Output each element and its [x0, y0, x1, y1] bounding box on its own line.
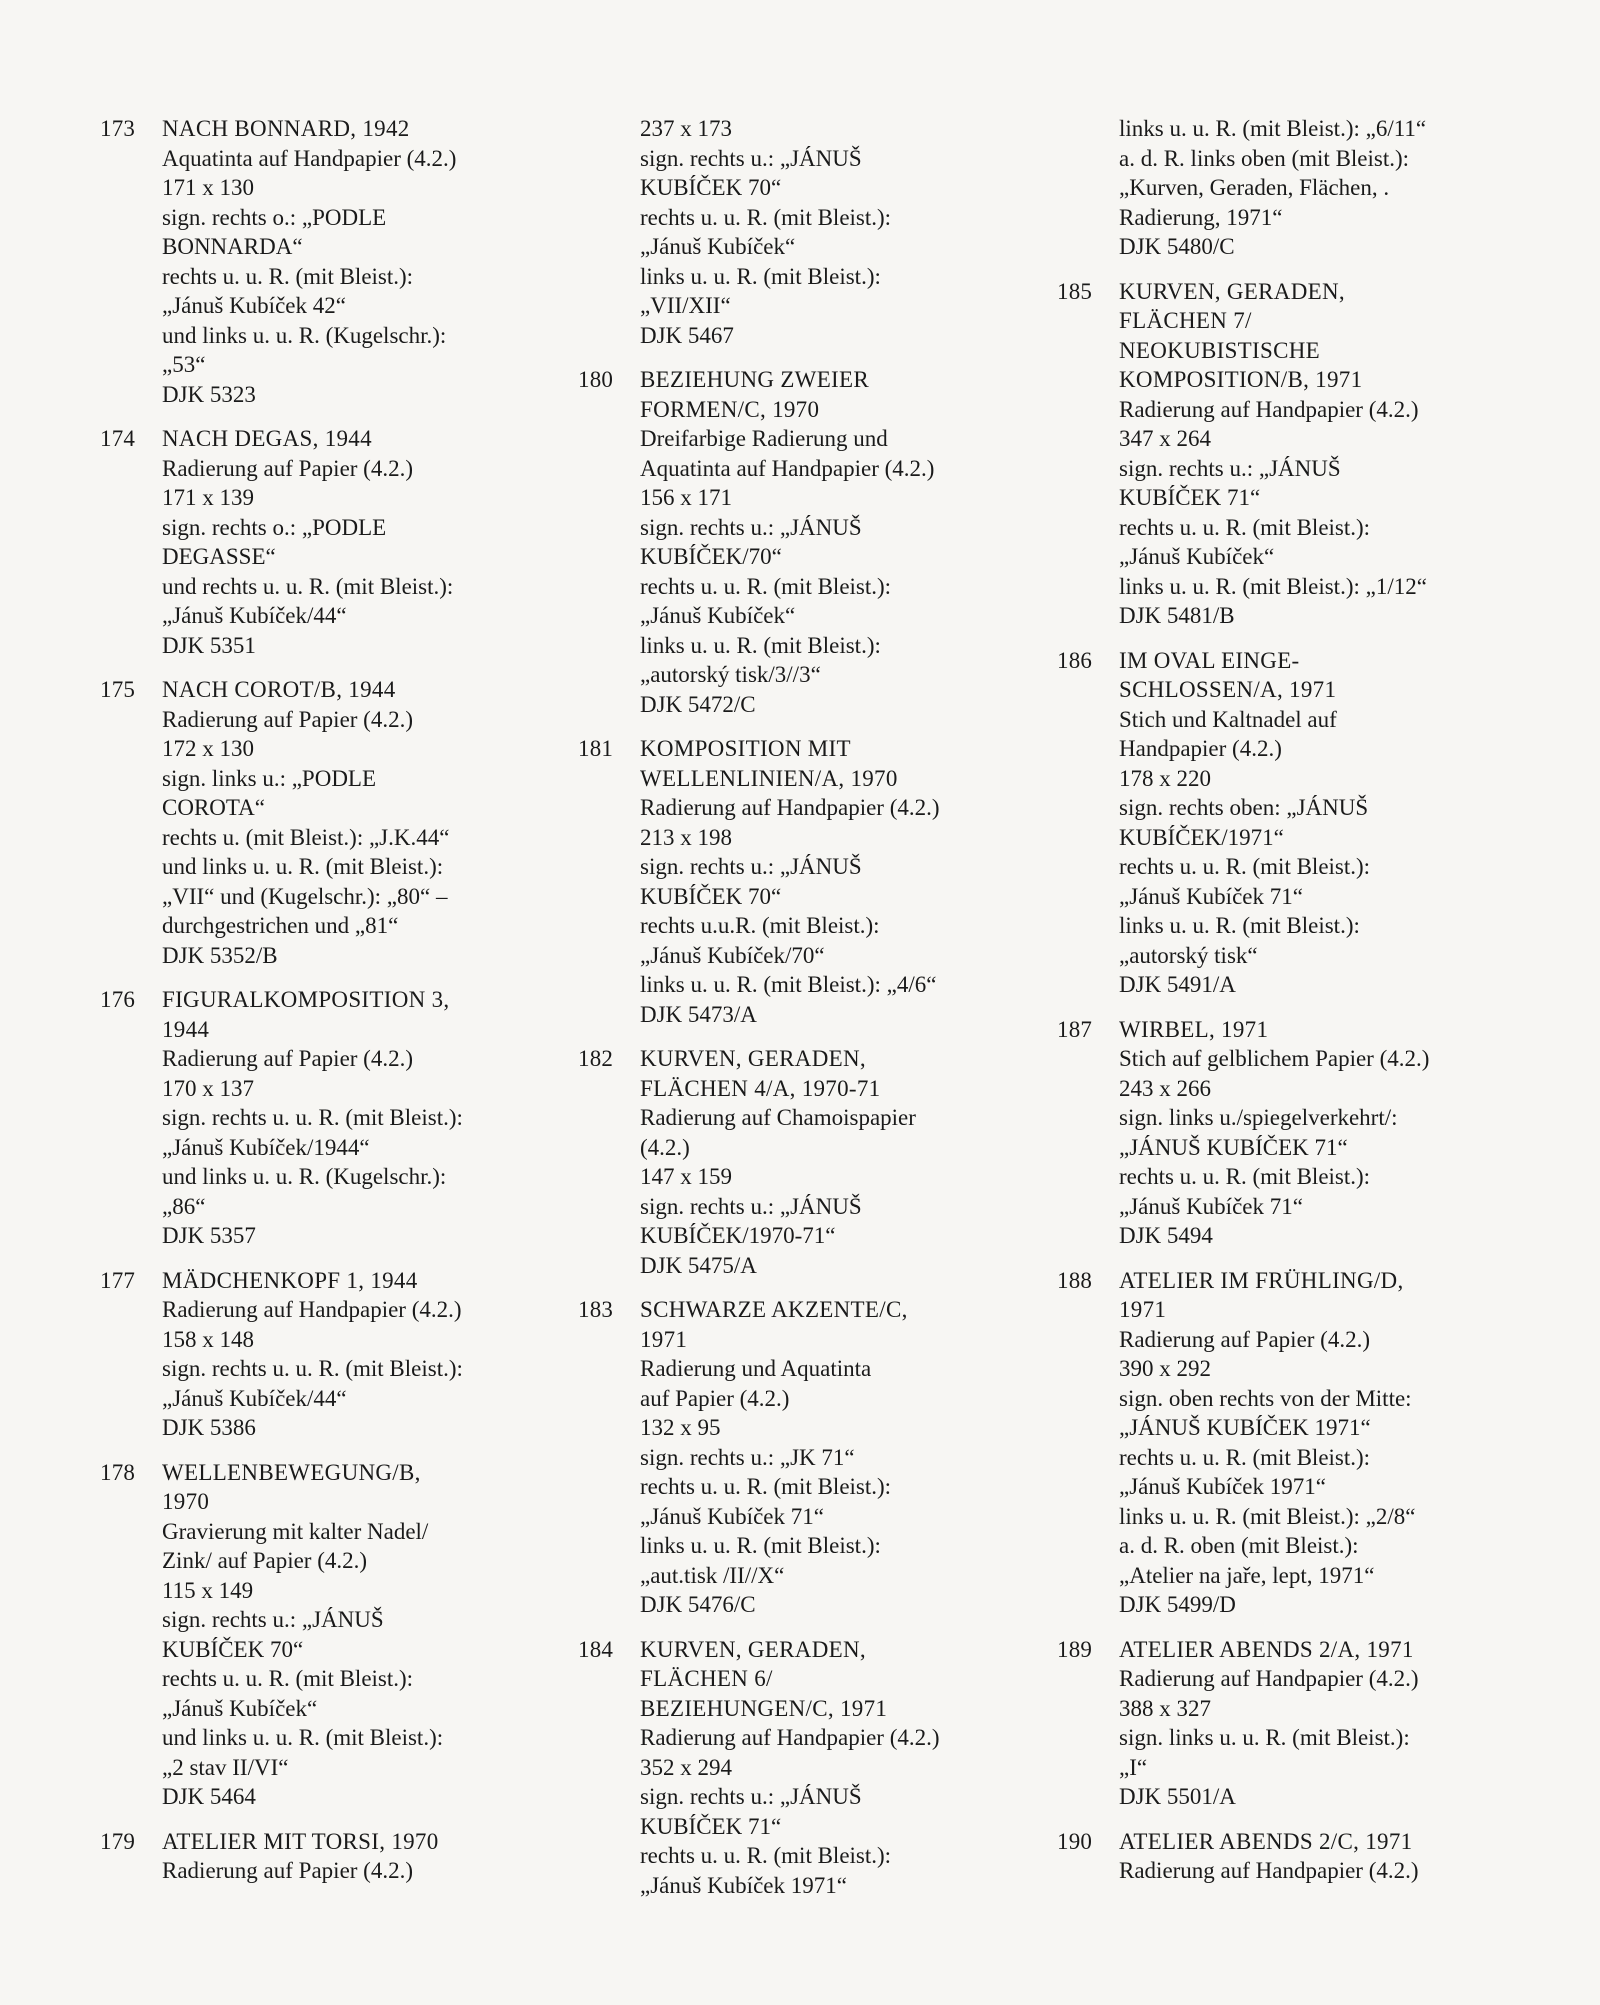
entry-detail-line: sign. rechts u.: „JÁNUŠ	[640, 1784, 862, 1809]
catalog-entry	[1057, 1266, 1537, 1620]
entry-detail-line: sign. links u. u. R. (mit Bleist.):	[1119, 1725, 1410, 1750]
entry-body	[640, 734, 1038, 1029]
catalog-entry	[1057, 1635, 1537, 1812]
entry-detail-line: links u. u. R. (mit Bleist.):	[640, 263, 881, 289]
entry-title-line: MÄDCHENKOPF 1, 1944	[162, 1267, 418, 1293]
entry-detail-line: Radierung und Aquatinta	[640, 1356, 872, 1381]
entry-detail-line: Radierung, 1971“	[1119, 204, 1283, 230]
entry-body	[162, 1458, 540, 1812]
entry-detail-line: „I“	[1119, 1754, 1148, 1780]
entry-title-line: KURVEN, GERADEN,	[640, 1046, 866, 1071]
entry-detail-line: rechts u. u. R. (mit Bleist.):	[1119, 514, 1371, 540]
entry-detail-line: 178 x 220	[1119, 765, 1211, 791]
entry-title-line: ATELIER ABENDS 2/A, 1971	[1119, 1636, 1414, 1662]
entry-detail-line: DJK 5494	[1119, 1223, 1213, 1248]
catalog-entry	[578, 1635, 1038, 1901]
entry-detail-line: rechts u. u. R. (mit Bleist.):	[162, 263, 414, 289]
entry-detail-line: sign. rechts u.: „JÁNUŠ	[1119, 455, 1341, 481]
entry-detail-line: Handpapier (4.2.)	[1119, 736, 1282, 761]
entry-detail-line: sign. links u./spiegelverkehrt/:	[1119, 1105, 1398, 1130]
entry-detail-line: links u. u. R. (mit Bleist.): „1/12“	[1119, 573, 1427, 599]
entry-detail-line: „autorský tisk/3//3“	[640, 662, 821, 687]
entry-body	[1119, 1635, 1537, 1812]
entry-title-line: 1971	[640, 1326, 688, 1352]
entry-body	[1119, 1015, 1537, 1251]
entry-title-line: KURVEN, GERADEN,	[640, 1636, 866, 1662]
entry-detail-line: „Jánuš Kubíček/70“	[640, 942, 825, 968]
entry-detail-line: „86“	[162, 1193, 206, 1219]
entry-detail-line: KUBÍČEK 70“	[640, 175, 782, 200]
entry-detail-line: KUBÍČEK 70“	[640, 883, 782, 909]
entry-detail-line: DJK 5491/A	[1119, 972, 1236, 997]
entry-detail-line: DJK 5472/C	[640, 691, 756, 717]
catalog-entry	[100, 424, 540, 660]
entry-number: 188	[1057, 1267, 1093, 1293]
entry-detail-line: „Jánuš Kubíček/44“	[162, 603, 347, 628]
entry-detail-line: Radierung auf Papier (4.2.)	[162, 1046, 414, 1071]
entry-detail-line: „autorský tisk“	[1119, 942, 1258, 968]
entry-number: 177	[100, 1267, 136, 1293]
entry-detail-line: Radierung auf Papier (4.2.)	[162, 455, 414, 481]
entry-title-line: 1944	[162, 1016, 210, 1042]
entry-number: 178	[100, 1459, 136, 1485]
entry-detail-line: DJK 5501/A	[1119, 1784, 1236, 1809]
entry-number: 186	[1057, 647, 1093, 673]
entry-number: 185	[1057, 278, 1093, 304]
entry-detail-line: rechts u. (mit Bleist.): „J.K.44“	[162, 824, 450, 850]
entry-detail-line: (4.2.)	[640, 1134, 690, 1160]
entry-detail-line: links u. u. R. (mit Bleist.): „4/6“	[640, 972, 937, 997]
entry-detail-line: 171 x 139	[162, 485, 254, 510]
entry-detail-line: „Jánuš Kubíček 71“	[640, 1503, 824, 1529]
entry-detail-line: Stich auf gelblichem Papier (4.2.)	[1119, 1046, 1430, 1071]
entry-detail-line: 390 x 292	[1119, 1356, 1211, 1381]
entry-detail-line: „53“	[162, 352, 206, 377]
entry-detail-line: Gravierung mit kalter Nadel/	[162, 1518, 429, 1544]
entry-detail-line: „Jánuš Kubíček 71“	[1119, 1193, 1303, 1219]
entry-detail-line: Radierung auf Handpapier (4.2.)	[162, 1297, 462, 1322]
entry-detail-line: „VII/XII“	[640, 293, 731, 318]
entry-number: 174	[100, 426, 136, 451]
entry-number: 182	[578, 1046, 614, 1071]
entry-detail-line: DJK 5351	[162, 632, 256, 658]
entry-title-line: NACH COROT/B, 1944	[162, 677, 396, 702]
entry-detail-line: 213 x 198	[640, 824, 732, 850]
entry-title-line: FLÄCHEN 4/A, 1970-71	[640, 1075, 881, 1101]
entry-detail-line: „VII“ und (Kugelschr.): „80“ –	[162, 883, 448, 909]
entry-detail-line: Radierung auf Handpapier (4.2.)	[1119, 1666, 1419, 1691]
entry-detail-line: Radierung auf Papier (4.2.)	[162, 1858, 414, 1883]
entry-title-line: BEZIEHUNG ZWEIER	[640, 367, 869, 392]
catalog-entry	[1057, 646, 1537, 1000]
entry-number: 173	[100, 116, 136, 141]
entry-body	[162, 985, 540, 1251]
entry-detail-line: Aquatinta auf Handpapier (4.2.)	[162, 145, 457, 171]
entry-detail-line: rechts u.u.R. (mit Bleist.):	[640, 913, 880, 938]
entry-detail-line: „Kurven, Geraden, Flächen, .	[1119, 175, 1390, 200]
catalog-entry	[1057, 1827, 1537, 1886]
entry-detail-line: „Jánuš Kubíček/1944“	[162, 1134, 370, 1160]
entry-detail-line: „aut.tisk /II//X“	[640, 1562, 785, 1588]
entry-detail-line: „Jánuš Kubíček 71“	[1119, 883, 1303, 909]
entry-detail-line: KUBÍČEK/70“	[640, 544, 782, 569]
entry-detail-line: DJK 5476/C	[640, 1592, 756, 1617]
entry-detail-line: „JÁNUŠ KUBÍČEK 71“	[1119, 1134, 1348, 1160]
entry-detail-line: 171 x 130	[162, 175, 254, 200]
entry-title-line: FLÄCHEN 6/	[640, 1666, 773, 1691]
entry-number: 183	[578, 1297, 614, 1322]
entry-detail-line: 170 x 137	[162, 1075, 254, 1101]
entry-detail-line: sign. rechts u.: „JÁNUŠ	[640, 514, 862, 540]
entry-body	[640, 114, 1038, 350]
entry-detail-line: DJK 5386	[162, 1415, 256, 1440]
entry-detail-line: durchgestrichen und „81“	[162, 913, 399, 938]
entry-title-line: FIGURALKOMPOSITION 3,	[162, 987, 450, 1012]
entry-body	[640, 1044, 1038, 1280]
entry-detail-line: rechts u. u. R. (mit Bleist.):	[162, 1666, 414, 1691]
entry-detail-line: Radierung auf Papier (4.2.)	[162, 706, 414, 732]
entry-detail-line: sign. rechts u. u. R. (mit Bleist.):	[162, 1105, 463, 1130]
entry-title-line: ATELIER MIT TORSI, 1970	[162, 1828, 439, 1854]
entry-title-line: ATELIER ABENDS 2/C, 1971	[1119, 1828, 1413, 1854]
entry-detail-line: „Atelier na jaře, lept, 1971“	[1119, 1562, 1375, 1588]
entry-title-line: FORMEN/C, 1970	[640, 396, 820, 422]
entry-detail-line: DJK 5499/D	[1119, 1592, 1236, 1617]
entry-detail-line: DJK 5352/B	[162, 942, 278, 968]
entry-body	[640, 365, 1038, 719]
entry-detail-line: Radierung auf Handpapier (4.2.)	[640, 795, 940, 820]
entry-body	[1119, 1266, 1537, 1620]
entry-detail-line: „Jánuš Kubíček“	[162, 1695, 318, 1721]
entry-number: 184	[578, 1636, 614, 1662]
entry-detail-line: Zink/ auf Papier (4.2.)	[162, 1548, 368, 1573]
entry-body	[640, 1635, 1038, 1901]
entry-number: 189	[1057, 1636, 1093, 1662]
catalog-entry	[1057, 277, 1537, 631]
entry-detail-line: „Jánuš Kubíček 1971“	[640, 1872, 847, 1898]
entry-detail-line: 132 x 95	[640, 1415, 721, 1440]
entry-detail-line: DJK 5475/A	[640, 1252, 757, 1278]
entry-detail-line: sign. rechts u. u. R. (mit Bleist.):	[162, 1356, 463, 1381]
entry-detail-line: DJK 5467	[640, 322, 734, 348]
entry-detail-line: und rechts u. u. R. (mit Bleist.):	[162, 573, 454, 599]
catalog-entry	[1057, 1015, 1537, 1251]
entry-detail-line: Radierung auf Handpapier (4.2.)	[1119, 1858, 1419, 1883]
catalog-entry	[578, 365, 1038, 719]
entry-detail-line: links u. u. R. (mit Bleist.): „2/8“	[1119, 1503, 1416, 1529]
entry-title-line: NACH BONNARD, 1942	[162, 116, 410, 141]
entry-detail-line: rechts u. u. R. (mit Bleist.):	[640, 573, 892, 599]
entry-title-line: KOMPOSITION MIT	[640, 736, 851, 761]
entry-detail-line: 352 x 294	[640, 1754, 732, 1780]
entry-detail-line: rechts u. u. R. (mit Bleist.):	[1119, 854, 1371, 879]
entry-body	[1119, 277, 1537, 631]
entry-title-line: KURVEN, GERADEN,	[1119, 278, 1345, 304]
entry-title-line: 1970	[162, 1489, 210, 1514]
entry-detail-line: links u. u. R. (mit Bleist.):	[1119, 913, 1360, 938]
entry-detail-line: 115 x 149	[162, 1577, 254, 1603]
entry-detail-line: KUBÍČEK 70“	[162, 1636, 304, 1662]
catalog-entry	[578, 1295, 1038, 1620]
entry-detail-line: 237 x 173	[640, 116, 732, 141]
entry-detail-line: sign. rechts o.: „PODLE	[162, 514, 387, 540]
entry-body	[162, 114, 540, 409]
entry-title-line: SCHWARZE AKZENTE/C,	[640, 1297, 908, 1322]
catalog-entry	[578, 114, 1038, 350]
entry-detail-line: sign. rechts o.: „PODLE	[162, 204, 387, 230]
entry-body	[640, 1295, 1038, 1620]
entry-detail-line: DJK 5473/A	[640, 1001, 757, 1027]
entry-number: 179	[100, 1828, 136, 1854]
entry-detail-line: Radierung auf Handpapier (4.2.)	[640, 1725, 940, 1750]
entry-detail-line: Aquatinta auf Handpapier (4.2.)	[640, 455, 935, 481]
entry-detail-line: rechts u. u. R. (mit Bleist.):	[640, 1843, 892, 1868]
entry-number: 176	[100, 987, 136, 1012]
entry-title-line: NEOKUBISTISCHE	[1119, 337, 1320, 363]
entry-detail-line: BONNARDA“	[162, 234, 303, 259]
entry-title-line: 1971	[1119, 1297, 1167, 1322]
entry-detail-line: „Jánuš Kubíček“	[640, 603, 796, 628]
catalog-entry	[578, 1044, 1038, 1280]
entry-detail-line: „Jánuš Kubíček“	[640, 234, 796, 259]
entry-detail-line: KUBÍČEK 71“	[640, 1813, 782, 1839]
entry-detail-line: und links u. u. R. (Kugelschr.):	[162, 322, 447, 348]
entry-detail-line: rechts u. u. R. (mit Bleist.):	[640, 1474, 892, 1499]
entry-body	[162, 675, 540, 970]
entry-detail-line: und links u. u. R. (Kugelschr.):	[162, 1164, 447, 1189]
entry-detail-line: sign. rechts u.: „JÁNUŠ	[640, 854, 862, 879]
entry-detail-line: Radierung auf Papier (4.2.)	[1119, 1326, 1371, 1352]
entry-detail-line: „Jánuš Kubíček 1971“	[1119, 1474, 1326, 1499]
entry-detail-line: DJK 5481/B	[1119, 603, 1235, 628]
entry-detail-line: auf Papier (4.2.)	[640, 1385, 790, 1411]
entry-number: 187	[1057, 1016, 1093, 1042]
entry-detail-line: DJK 5323	[162, 381, 256, 407]
entry-body	[1119, 114, 1537, 262]
entry-title-line: FLÄCHEN 7/	[1119, 308, 1252, 333]
entry-detail-line: DJK 5464	[162, 1784, 256, 1809]
catalog-entry	[100, 1458, 540, 1812]
catalog-column-2	[578, 114, 1038, 1915]
entry-body	[162, 1266, 540, 1443]
entry-detail-line: 347 x 264	[1119, 426, 1211, 451]
entry-title-line: KOMPOSITION/B, 1971	[1119, 367, 1363, 392]
entry-detail-line: 158 x 148	[162, 1326, 254, 1352]
entry-detail-line: sign. oben rechts von der Mitte:	[1119, 1385, 1412, 1411]
catalog-entry	[100, 985, 540, 1251]
entry-detail-line: 243 x 266	[1119, 1075, 1211, 1101]
entry-number: 180	[578, 367, 614, 392]
entry-number: 175	[100, 677, 136, 702]
entry-detail-line: 156 x 171	[640, 485, 732, 510]
entry-detail-line: Dreifarbige Radierung und	[640, 426, 888, 451]
entry-detail-line: „JÁNUŠ KUBÍČEK 1971“	[1119, 1415, 1371, 1440]
entry-detail-line: a. d. R. oben (mit Bleist.):	[1119, 1533, 1359, 1558]
entry-detail-line: Radierung auf Handpapier (4.2.)	[1119, 396, 1419, 422]
entry-title-line: SCHLOSSEN/A, 1971	[1119, 677, 1337, 702]
entry-detail-line: 388 x 327	[1119, 1695, 1211, 1721]
catalog-entry	[100, 675, 540, 970]
entry-detail-line: COROTA“	[162, 795, 265, 820]
entry-detail-line: DJK 5480/C	[1119, 234, 1235, 259]
entry-title-line: IM OVAL EINGE-	[1119, 647, 1300, 673]
entry-detail-line: „Jánuš Kubíček/44“	[162, 1385, 347, 1411]
catalog-entry	[1057, 114, 1537, 262]
entry-body	[1119, 1827, 1537, 1886]
entry-title-line: BEZIEHUNGEN/C, 1971	[640, 1695, 888, 1721]
entry-detail-line: sign. links u.: „PODLE	[162, 765, 377, 791]
catalog-entry	[578, 734, 1038, 1029]
entry-detail-line: a. d. R. links oben (mit Bleist.):	[1119, 145, 1410, 171]
catalog-entry	[100, 1266, 540, 1443]
entry-detail-line: „Jánuš Kubíček“	[1119, 544, 1275, 569]
catalog-column-1	[100, 114, 540, 1901]
entry-detail-line: rechts u. u. R. (mit Bleist.):	[640, 204, 892, 230]
catalog-entry	[100, 114, 540, 409]
entry-detail-line: links u. u. R. (mit Bleist.): „6/11“	[1119, 116, 1427, 141]
entry-body	[162, 424, 540, 660]
entry-number: 190	[1057, 1828, 1093, 1854]
entry-title-line: ATELIER IM FRÜHLING/D,	[1119, 1267, 1404, 1293]
entry-detail-line: sign. rechts u.: „JÁNUŠ	[640, 145, 862, 171]
entry-detail-line: Stich und Kaltnadel auf	[1119, 706, 1337, 732]
entry-number: 181	[578, 736, 614, 761]
entry-detail-line: und links u. u. R. (mit Bleist.):	[162, 1725, 444, 1750]
entry-detail-line: links u. u. R. (mit Bleist.):	[640, 632, 881, 658]
entry-body	[162, 1827, 540, 1886]
entry-detail-line: sign. rechts u.: „JK 71“	[640, 1444, 855, 1470]
entry-detail-line: KUBÍČEK 71“	[1119, 485, 1261, 510]
entry-detail-line: KUBÍČEK/1970-71“	[640, 1223, 836, 1248]
catalog-entry	[100, 1827, 540, 1886]
entry-detail-line: sign. rechts u.: „JÁNUŠ	[640, 1193, 862, 1219]
entry-title-line: NACH DEGAS, 1944	[162, 426, 372, 451]
entry-title-line: WIRBEL, 1971	[1119, 1016, 1269, 1042]
entry-detail-line: Radierung auf Chamoispapier	[640, 1105, 916, 1130]
entry-detail-line: „2 stav II/VI“	[162, 1754, 289, 1780]
entry-detail-line: KUBÍČEK/1971“	[1119, 824, 1284, 850]
entry-detail-line: und links u. u. R. (mit Bleist.):	[162, 854, 444, 879]
entry-detail-line: 172 x 130	[162, 736, 254, 761]
entry-detail-line: 147 x 159	[640, 1164, 732, 1189]
entry-detail-line: links u. u. R. (mit Bleist.):	[640, 1533, 881, 1558]
entry-detail-line: DEGASSE“	[162, 544, 276, 569]
entry-detail-line: sign. rechts u.: „JÁNUŠ	[162, 1607, 384, 1632]
entry-body	[1119, 646, 1537, 1000]
entry-detail-line: rechts u. u. R. (mit Bleist.):	[1119, 1164, 1371, 1189]
catalog-column-3	[1057, 114, 1537, 1901]
entry-detail-line: „Jánuš Kubíček 42“	[162, 293, 346, 318]
entry-title-line: WELLENBEWEGUNG/B,	[162, 1459, 421, 1485]
entry-title-line: WELLENLINIEN/A, 1970	[640, 765, 898, 791]
entry-detail-line: sign. rechts oben: „JÁNUŠ	[1119, 795, 1369, 820]
entry-detail-line: DJK 5357	[162, 1223, 256, 1248]
entry-detail-line: rechts u. u. R. (mit Bleist.):	[1119, 1444, 1371, 1470]
